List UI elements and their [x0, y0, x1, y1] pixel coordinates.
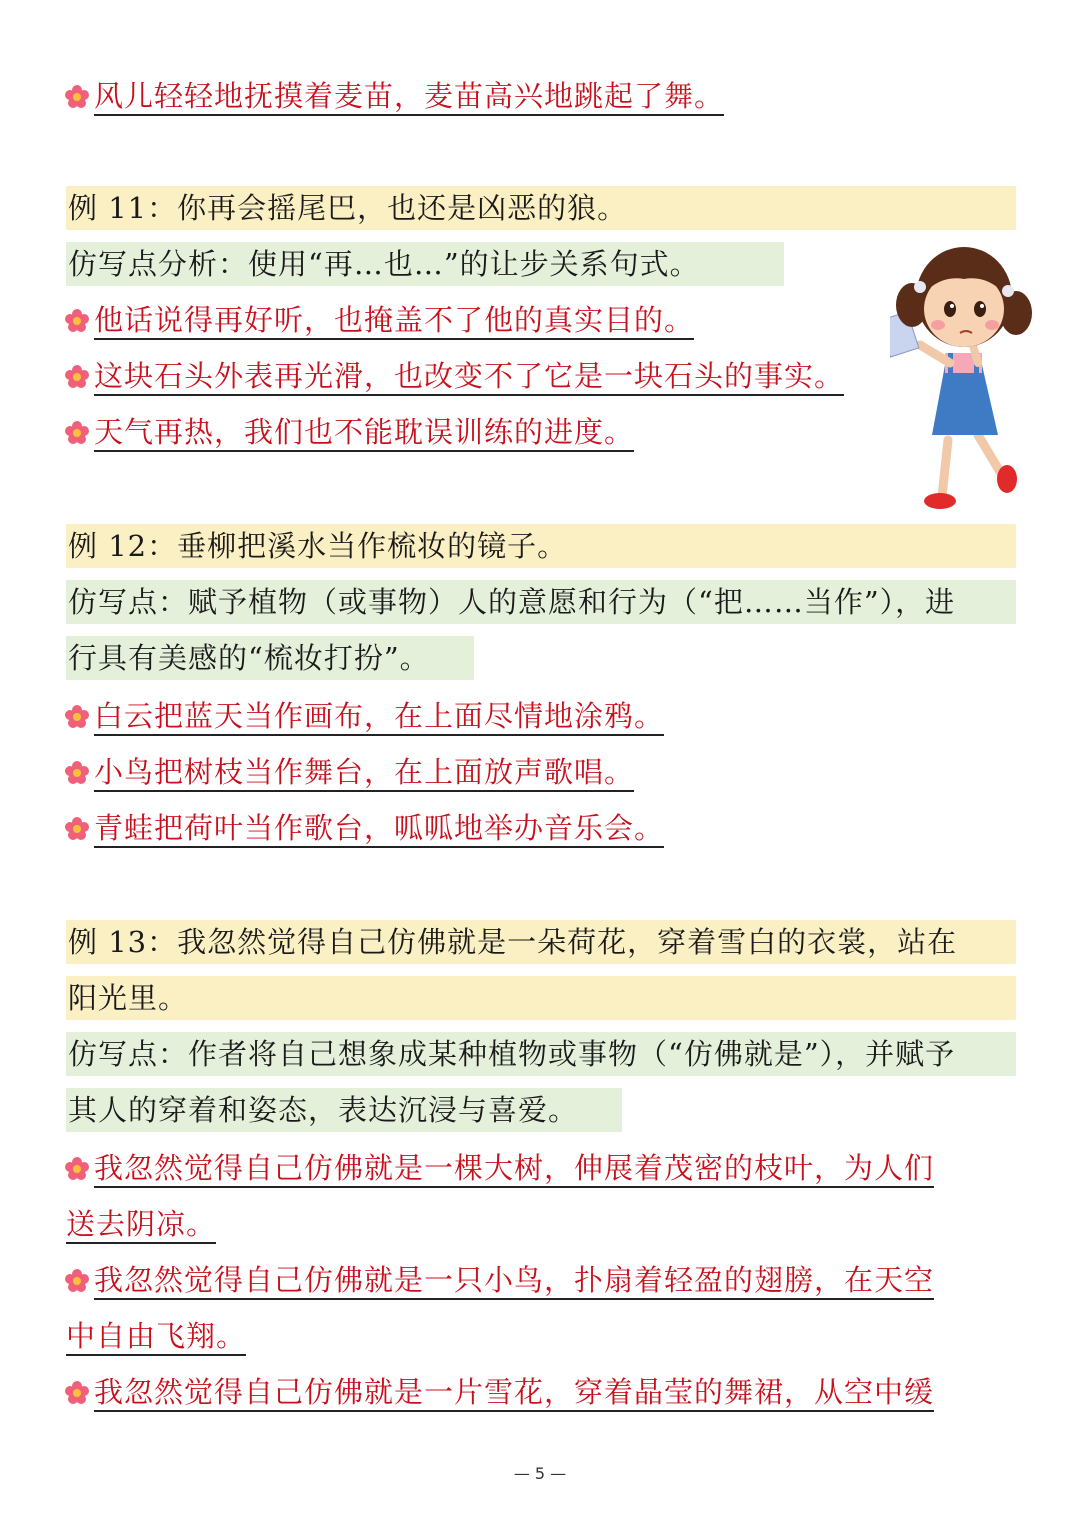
sample-sentence [66, 1370, 934, 1414]
girl-illustration [890, 235, 1040, 520]
sentence-text: 天气再热，我们也不能耽误训练的进度。 [94, 415, 634, 452]
sample-sentence [66, 1202, 216, 1246]
flower-icon [64, 420, 90, 446]
sample-sentence [66, 806, 664, 850]
sentence-text: 青蛙把荷叶当作歌台，呱呱地举办音乐会。 [94, 811, 664, 848]
flower-icon [64, 1380, 90, 1406]
sentence-text: 送去阴凉。 [66, 1207, 216, 1244]
page-number: — 5 — [513, 1464, 567, 1483]
analysis-line: 行具有美感的“梳妆打扮”。 [66, 636, 474, 680]
sample-sentence [66, 1146, 934, 1190]
analysis-line: 其人的穿着和姿态，表达沉浸与喜爱。 [66, 1088, 622, 1132]
sentence-text: 这块石头外表再光滑，也改变不了它是一块石头的事实。 [94, 359, 844, 396]
analysis-line: 仿写点：赋予植物（或事物）人的意愿和行为（“把……当作”），进 [66, 580, 1016, 624]
flower-icon [64, 704, 90, 730]
example-line: 阳光里。 [66, 976, 1016, 1020]
flower-icon [64, 364, 90, 390]
sentence-text: 我忽然觉得自己仿佛就是一片雪花，穿着晶莹的舞裙，从空中缓 [94, 1375, 934, 1412]
analysis-line: 仿写点：作者将自己想象成某种植物或事物（“仿佛就是”），并赋予 [66, 1032, 1016, 1076]
flower-icon [64, 760, 90, 786]
sample-sentence [66, 298, 694, 342]
flower-icon [64, 308, 90, 334]
flower-icon [64, 84, 90, 110]
example-line: 例 11：你再会摇尾巴，也还是凶恶的狼。 [66, 186, 1016, 230]
sentence-text: 中自由飞翔。 [66, 1319, 246, 1356]
sentence-text: 小鸟把树枝当作舞台，在上面放声歌唱。 [94, 755, 634, 792]
sample-sentence [66, 354, 844, 398]
sentence-text: 白云把蓝天当作画布，在上面尽情地涂鸦。 [94, 699, 664, 736]
sample-sentence [66, 694, 664, 738]
example-line: 例 13：我忽然觉得自己仿佛就是一朵荷花，穿着雪白的衣裳，站在 [66, 920, 1016, 964]
sample-sentence [66, 410, 634, 454]
flower-icon [64, 816, 90, 842]
sample-sentence [66, 1314, 246, 1358]
sentence-text: 我忽然觉得自己仿佛就是一只小鸟，扑扇着轻盈的翅膀，在天空 [94, 1263, 934, 1300]
sentence-text: 他话说得再好听，也掩盖不了他的真实目的。 [94, 303, 694, 340]
example-line: 例 12：垂柳把溪水当作梳妆的镜子。 [66, 524, 1016, 568]
flower-icon [64, 1156, 90, 1182]
sentence-text: 风儿轻轻地抚摸着麦苗，麦苗高兴地跳起了舞。 [94, 79, 724, 116]
analysis-line: 仿写点分析：使用“再…也…”的让步关系句式。 [66, 242, 784, 286]
sample-sentence [66, 750, 634, 794]
sample-sentence [66, 1258, 934, 1302]
sentence-text: 我忽然觉得自己仿佛就是一棵大树，伸展着茂密的枝叶，为人们 [94, 1151, 934, 1188]
flower-icon [64, 1268, 90, 1294]
sample-sentence [66, 74, 724, 118]
